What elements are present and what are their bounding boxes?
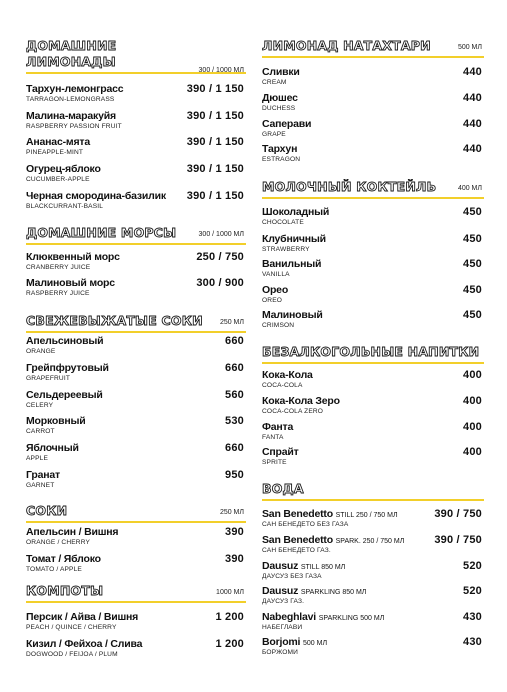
menu-item [262, 284, 484, 304]
item-price: 400 [463, 395, 482, 407]
item-name-text: Яблочный [26, 442, 79, 454]
item-subtitle: CHOCOLATE [262, 219, 304, 226]
item-price: 390 [225, 553, 244, 565]
item-volume-tag: SPARKLING 850 МЛ [300, 589, 367, 596]
section-header [262, 179, 484, 199]
item-name-text: Гранат [26, 469, 60, 481]
item-name-text: Тархун [262, 143, 298, 155]
item-subtitle: COCA-COLA [262, 382, 303, 389]
item-name-text: Саперави [262, 118, 312, 130]
item-name-text: Клюквенный морс [26, 251, 120, 263]
item-name [26, 335, 246, 347]
menu-section [26, 313, 246, 333]
menu-item [262, 258, 484, 278]
menu-section [262, 481, 484, 501]
item-subtitle: НАБЕГЛАВИ [262, 624, 303, 631]
item-volume-tag: SPARKLING 500 МЛ [318, 615, 385, 622]
menu-item [262, 508, 484, 528]
item-price: 440 [463, 143, 482, 155]
item-name-text: Апельсин / Вишня [26, 526, 119, 538]
item-name-text: Ванильный [262, 258, 322, 270]
item-price: 390 / 1 150 [186, 163, 244, 175]
item-price: 450 [463, 233, 482, 245]
section-title-line: ДОМАШНИЕ [26, 38, 117, 53]
item-subtitle: FANTA [262, 434, 284, 441]
item-name [26, 389, 246, 401]
item-price: 400 [463, 421, 482, 433]
item-subtitle: PINEAPPLE-MINT [26, 149, 84, 156]
menu-item [262, 636, 484, 656]
item-subtitle: BLACKCURRANT-BASIL [26, 203, 104, 210]
section-volume: 500 МЛ [457, 44, 482, 51]
item-price: 390 [225, 526, 244, 538]
item-price: 440 [463, 66, 482, 78]
item-subtitle: ESTRAGON [262, 156, 301, 163]
item-price: 390 / 1 150 [186, 83, 244, 95]
item-price: 390 / 1 150 [186, 190, 244, 202]
item-name [262, 446, 484, 458]
menu-section [26, 503, 246, 523]
item-subtitle: DUCHESS [262, 105, 296, 112]
menu-section [262, 179, 484, 199]
menu-item [26, 83, 246, 103]
menu-item [26, 277, 246, 297]
section-header [262, 481, 484, 501]
section-title: ДОМАШНИЕ МОРСЫ [26, 225, 177, 240]
item-subtitle: GRAPEFRUIT [26, 375, 70, 382]
item-price: 950 [225, 469, 244, 481]
section-volume: 400 МЛ [457, 185, 482, 192]
menu-item [26, 163, 246, 183]
section-title: СОКИ [26, 503, 68, 518]
section-header [26, 38, 246, 74]
item-name-text: Спрайт [262, 446, 299, 458]
item-name-text: Фанта [262, 421, 294, 433]
section-volume: 250 МЛ [219, 509, 244, 516]
section-header [26, 313, 246, 333]
item-name [262, 309, 484, 321]
menu-section [26, 38, 246, 74]
section-header [262, 344, 484, 364]
item-subtitle: RASPBERRY JUICE [26, 290, 90, 297]
item-name-text: Малиновый [262, 309, 323, 321]
section-title [26, 38, 246, 70]
menu-item [26, 469, 246, 489]
item-volume-tag: STILL 250 / 750 МЛ [335, 512, 398, 519]
menu-item [26, 638, 246, 658]
item-name-text: Малиновый морс [26, 277, 115, 289]
item-name [26, 638, 246, 650]
item-name-text: San Benedetto [262, 534, 333, 546]
section-underline [262, 56, 484, 58]
item-name [26, 442, 246, 454]
item-subtitle: CRANBERRY JUICE [26, 264, 91, 271]
item-subtitle: ДАУСУЗ ГАЗ. [262, 598, 305, 605]
item-price: 250 / 750 [196, 251, 244, 263]
section-underline [262, 197, 484, 199]
item-subtitle: COCA-COLA ZERO [262, 408, 324, 415]
menu-item [26, 442, 246, 462]
item-name [262, 233, 484, 245]
menu-item [262, 92, 484, 112]
menu-item [262, 309, 484, 329]
menu-item [262, 395, 484, 415]
menu-item [262, 421, 484, 441]
item-subtitle: APPLE [26, 455, 49, 462]
item-name-text: Персик / Айва / Вишня [26, 611, 139, 623]
item-subtitle: GRAPE [262, 131, 286, 138]
section-volume: 300 / 1000 МЛ [198, 231, 244, 238]
item-price: 440 [463, 118, 482, 130]
item-subtitle: CUCUMBER-APPLE [26, 176, 90, 183]
menu-item [26, 251, 246, 271]
section-underline [26, 601, 246, 603]
item-subtitle: SPRITE [262, 459, 287, 466]
item-name-text: Сливки [262, 66, 300, 78]
menu-item [262, 206, 484, 226]
item-price: 450 [463, 206, 482, 218]
menu-item [26, 136, 246, 156]
item-subtitle: CRIMSON [262, 322, 295, 329]
item-name [26, 553, 246, 565]
item-price: 660 [225, 442, 244, 454]
item-name [262, 92, 484, 104]
menu-item [26, 611, 246, 631]
item-price: 1 200 [215, 611, 244, 623]
item-price: 400 [463, 446, 482, 458]
item-name [262, 560, 484, 572]
section-title-line: ЛИМОНАДЫ [26, 54, 116, 69]
item-price: 390 / 750 [434, 534, 482, 546]
item-name-text: Черная смородина-базилик [26, 190, 166, 202]
item-name-text: Ананас-мята [26, 136, 90, 148]
item-subtitle: OREO [262, 297, 283, 304]
item-subtitle: САН БЕНЕДЕТО БЕЗ ГАЗА [262, 521, 349, 528]
item-subtitle: PEACH / QUINCE / CHERRY [26, 624, 117, 631]
item-subtitle: CELERY [26, 402, 54, 409]
section-title: БЕЗАЛКОГОЛЬНЫЕ НАПИТКИ [262, 344, 480, 359]
item-price: 400 [463, 369, 482, 381]
section-underline [26, 331, 246, 333]
item-name-text: Клубничный [262, 233, 326, 245]
menu-section [262, 344, 484, 364]
item-name-text: Сельдереевый [26, 389, 103, 401]
item-name-text: Кока-Кола [262, 369, 313, 381]
section-title: СВЕЖЕВЫЖАТЫЕ СОКИ [26, 313, 203, 328]
item-name-text: Borjomi [262, 636, 301, 648]
item-price: 450 [463, 284, 482, 296]
section-title: МОЛОЧНЫЙ КОКТЕЙЛЬ [262, 179, 437, 194]
item-subtitle: RASPBERRY PASSION FRUIT [26, 123, 122, 130]
menu-item [26, 526, 246, 546]
item-name [262, 395, 484, 407]
menu-item [26, 415, 246, 435]
item-name-text: Кизил / Фейхоа / Слива [26, 638, 143, 650]
item-subtitle: CARROT [26, 428, 55, 435]
item-name [262, 118, 484, 130]
item-volume-tag: STILL 850 МЛ [300, 564, 346, 571]
menu-item [262, 118, 484, 138]
menu-section [26, 225, 246, 245]
menu-item [26, 389, 246, 409]
item-subtitle: TOMATO / APPLE [26, 566, 82, 573]
item-price: 450 [463, 309, 482, 321]
menu-item [262, 446, 484, 466]
item-name-text: Томат / Яблоко [26, 553, 101, 565]
item-name [262, 369, 484, 381]
item-subtitle: CREAM [262, 79, 287, 86]
item-price: 430 [463, 636, 482, 648]
menu-item [26, 362, 246, 382]
item-subtitle: VANILLA [262, 271, 290, 278]
item-price: 660 [225, 362, 244, 374]
section-header [26, 503, 246, 523]
item-subtitle: DOGWOOD / FEIJOA / PLUM [26, 651, 118, 658]
item-name-text: Dausuz [262, 560, 299, 572]
item-price: 430 [463, 611, 482, 623]
section-title: КОМПОТЫ [26, 583, 104, 598]
item-subtitle: GARNET [26, 482, 55, 489]
item-name-text: Nabeghlavi [262, 611, 317, 623]
section-volume: 300 / 1000 МЛ [198, 67, 244, 74]
item-price: 1 200 [215, 638, 244, 650]
menu-item [262, 66, 484, 86]
item-price: 390 / 1 150 [186, 136, 244, 148]
item-name-text: Огурец-яблоко [26, 163, 101, 175]
section-header [26, 225, 246, 245]
section-underline [26, 521, 246, 523]
menu-item [262, 611, 484, 631]
menu-item [26, 335, 246, 355]
menu-item [26, 553, 246, 573]
item-price: 390 / 1 150 [186, 110, 244, 122]
item-name [26, 362, 246, 374]
item-subtitle: ORANGE / CHERRY [26, 539, 91, 546]
section-volume: 250 МЛ [219, 319, 244, 326]
item-price: 530 [225, 415, 244, 427]
item-name-text: Тархун-лемонграсс [26, 83, 124, 95]
item-name [262, 585, 484, 597]
item-price: 300 / 900 [196, 277, 244, 289]
section-title: ЛИМОНАД НАТАХТАРИ [262, 38, 431, 53]
item-subtitle: ДАУСУЗ БЕЗ ГАЗА [262, 573, 322, 580]
item-name [262, 421, 484, 433]
menu-item [26, 190, 246, 210]
section-header [262, 38, 484, 58]
item-name [262, 66, 484, 78]
item-name [26, 415, 246, 427]
item-name [262, 206, 484, 218]
item-name [262, 636, 484, 648]
item-volume-tag: SPARK. 250 / 750 МЛ [335, 538, 405, 545]
section-underline [262, 499, 484, 501]
item-subtitle: TARRAGON-LEMONGRASS [26, 96, 115, 103]
item-price: 520 [463, 585, 482, 597]
item-price: 450 [463, 258, 482, 270]
menu-item [262, 534, 484, 554]
menu-item [26, 110, 246, 130]
item-name [26, 611, 246, 623]
item-volume-tag: 500 МЛ [303, 640, 328, 647]
item-name-text: Кока-Кола Зеро [262, 395, 340, 407]
menu-section [26, 583, 246, 603]
item-name [262, 284, 484, 296]
item-name-text: Апельсиновый [26, 335, 104, 347]
menu-item [262, 585, 484, 605]
item-name [26, 469, 246, 481]
section-underline [262, 362, 484, 364]
section-header [26, 583, 246, 603]
item-subtitle: БОРЖОМИ [262, 649, 299, 656]
item-name-text: Малина-маракуйя [26, 110, 116, 122]
item-name [262, 611, 484, 623]
item-subtitle: STRAWBERRY [262, 246, 310, 253]
item-name-text: Дюшес [262, 92, 298, 104]
item-name [262, 258, 484, 270]
item-price: 560 [225, 389, 244, 401]
section-title: ВОДА [262, 481, 304, 496]
item-name-text: Морковный [26, 415, 86, 427]
item-name [26, 526, 246, 538]
item-name [262, 143, 484, 155]
section-volume: 1000 МЛ [216, 589, 244, 596]
item-subtitle: САН БЕНЕДЕТО ГАЗ. [262, 547, 331, 554]
item-name-text: Орео [262, 284, 289, 296]
menu-item [262, 560, 484, 580]
item-price: 440 [463, 92, 482, 104]
section-underline [26, 243, 246, 245]
menu-section [262, 38, 484, 58]
item-price: 520 [463, 560, 482, 572]
item-subtitle: ORANGE [26, 348, 56, 355]
menu-item [262, 233, 484, 253]
item-name-text: Шоколадный [262, 206, 330, 218]
menu-item [262, 369, 484, 389]
item-name-text: Грейпфрутовый [26, 362, 109, 374]
item-price: 660 [225, 335, 244, 347]
menu-item [262, 143, 484, 163]
item-price: 390 / 750 [434, 508, 482, 520]
item-name-text: San Benedetto [262, 508, 333, 520]
item-name-text: Dausuz [262, 585, 299, 597]
